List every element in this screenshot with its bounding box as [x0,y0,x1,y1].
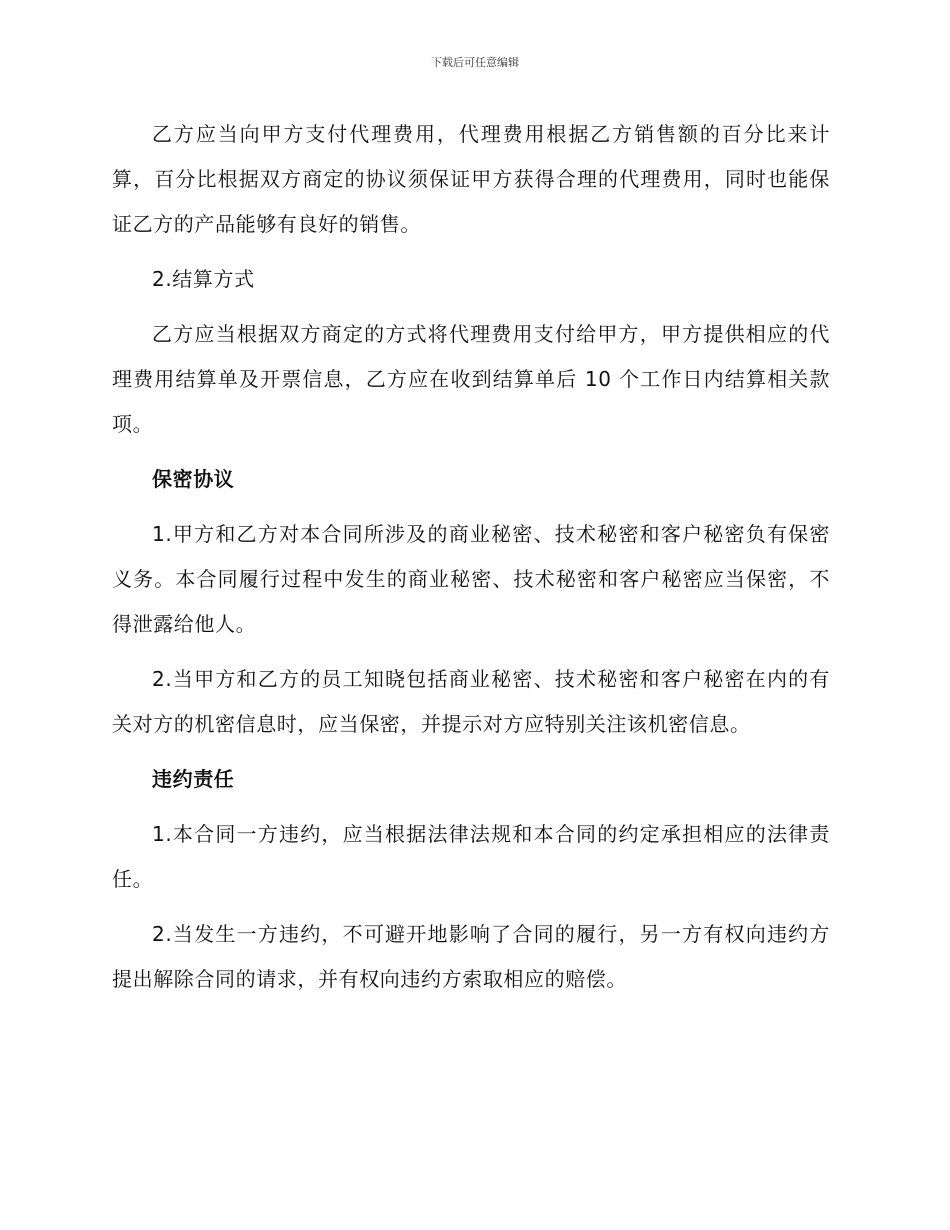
paragraph-confidentiality-1: 1.甲方和乙方对本合同所涉及的商业秘密、技术秘密和客户秘密负有保密义务。本合同履行过程中发生的商业秘密、技术秘密和客户秘密应当保密，不得泄露给他人。 [112,522,830,636]
document-body [112,112,830,1012]
heading-confidentiality: 保密协议 [152,467,235,491]
paragraph-agency-fee: 乙方应当向甲方支付代理费用，代理费用根据乙方销售额的百分比来计算，百分比根据双方商定的协议须保证甲方获得合理的代理费用，同时也能保证乙方的产品能够有良好的销售。 [112,122,830,236]
paragraph-confidentiality-2: 2.当甲方和乙方的员工知晓包括商业秘密、技术秘密和客户秘密在内的有关对方的机密信息时，应当保密，并提示对方应特别关注该机密信息。 [112,667,830,736]
paragraph-liability-1: 1.本合同一方违约，应当根据法律法规和本合同的约定承担相应的法律责任。 [112,822,830,891]
paragraph-settlement: 乙方应当根据双方商定的方式将代理费用支付给甲方，甲方提供相应的代理费用结算单及开票信息，乙方应在收到结算单后 10 个工作日内结算相关款项。 [112,322,830,436]
heading-liability: 违约责任 [152,767,235,791]
subheading-settlement-method: 2.结算方式 [152,267,255,291]
paragraph-liability-2: 2.当发生一方违约，不可避开地影响了合同的履行，另一方有权向违约方提出解除合同的请求，并有权向违约方索取相应的赔偿。 [112,922,830,991]
header-note: 下载后可任意编辑 [431,56,519,69]
